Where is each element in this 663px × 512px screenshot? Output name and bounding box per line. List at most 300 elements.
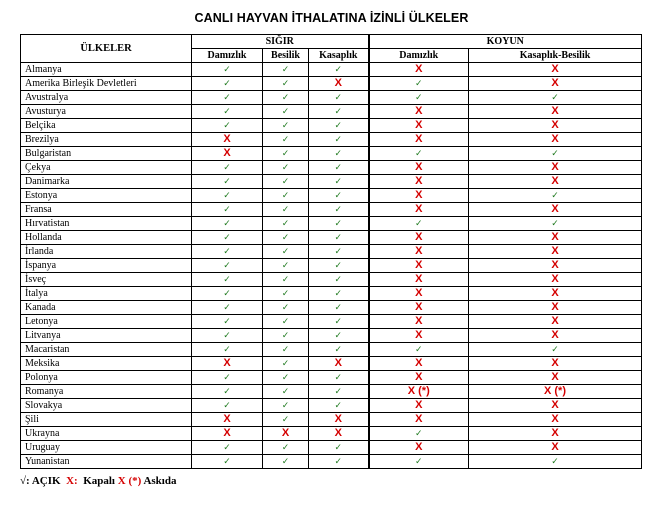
cell-sigir-besilik <box>263 301 309 315</box>
closed-mark: X <box>415 245 423 257</box>
country-name: Bulgaristan <box>21 147 192 161</box>
cell-koyun-damizlik <box>369 413 469 427</box>
table-row <box>21 413 642 427</box>
cell-koyun-damizlik <box>369 371 469 385</box>
cell-sigir-besilik <box>263 427 309 441</box>
check-icon: ✓ <box>551 148 559 159</box>
closed-mark: X <box>223 413 231 425</box>
country-name: Macaristan <box>21 343 192 357</box>
check-icon: ✓ <box>281 148 290 159</box>
cell-sigir-damizlik <box>192 427 263 441</box>
header-koyun-damizlik: Damızlık <box>369 49 469 63</box>
check-icon: ✓ <box>281 260 290 271</box>
cell-koyun-damizlik <box>369 287 469 301</box>
cell-koyun-kasaplik-besilik <box>469 413 642 427</box>
check-icon: ✓ <box>281 400 290 411</box>
cell-koyun-damizlik <box>369 385 469 399</box>
check-icon: ✓ <box>334 134 343 145</box>
closed-mark: X <box>223 147 231 159</box>
country-name: Almanya <box>21 63 192 77</box>
country-name: Letonya <box>21 315 192 329</box>
cell-koyun-damizlik <box>369 133 469 147</box>
cell-koyun-kasaplik-besilik <box>469 273 642 287</box>
check-icon: ✓ <box>334 400 343 411</box>
check-icon: ✓ <box>223 232 231 243</box>
country-name: Meksika <box>21 357 192 371</box>
header-countries: ÜLKELER <box>21 35 192 63</box>
check-icon: ✓ <box>223 442 231 453</box>
cell-sigir-damizlik <box>192 231 263 245</box>
cell-koyun-kasaplik-besilik <box>469 161 642 175</box>
check-icon: ✓ <box>551 456 559 467</box>
closed-mark: X <box>415 259 423 271</box>
closed-mark: X <box>551 161 559 173</box>
check-icon: ✓ <box>281 134 290 145</box>
check-icon: ✓ <box>223 316 231 327</box>
check-icon: ✓ <box>414 428 423 439</box>
cell-sigir-damizlik <box>192 455 263 469</box>
cell-koyun-kasaplik-besilik <box>469 203 642 217</box>
cell-sigir-besilik <box>263 413 309 427</box>
cell-sigir-damizlik <box>192 259 263 273</box>
check-icon: ✓ <box>281 316 290 327</box>
closed-mark: X <box>415 357 423 369</box>
closed-mark: X <box>415 287 423 299</box>
closed-mark: X <box>334 427 342 439</box>
table-row <box>21 427 642 441</box>
cell-sigir-besilik <box>263 343 309 357</box>
table-row <box>21 399 642 413</box>
check-icon: ✓ <box>223 190 231 201</box>
legend-suspended-symbol: X (*) <box>117 475 142 487</box>
table-row <box>21 287 642 301</box>
check-icon: ✓ <box>334 260 343 271</box>
check-icon: ✓ <box>334 176 343 187</box>
cell-sigir-besilik <box>263 63 309 77</box>
cell-sigir-kasaplik <box>309 399 369 413</box>
header-sigir: SIĞIR <box>192 35 369 49</box>
cell-koyun-damizlik <box>369 161 469 175</box>
legend-suspended-label: Askıda <box>143 475 177 487</box>
closed-mark: X <box>551 259 559 271</box>
cell-sigir-besilik <box>263 77 309 91</box>
check-icon: ✓ <box>223 260 231 271</box>
cell-koyun-kasaplik-besilik <box>469 231 642 245</box>
check-icon: ✓ <box>334 106 343 117</box>
cell-sigir-kasaplik <box>309 427 369 441</box>
cell-koyun-damizlik <box>369 91 469 105</box>
cell-sigir-damizlik <box>192 343 263 357</box>
cell-koyun-kasaplik-besilik <box>469 427 642 441</box>
cell-sigir-besilik <box>263 217 309 231</box>
closed-mark: X <box>415 161 423 173</box>
cell-koyun-kasaplik-besilik <box>469 441 642 455</box>
cell-sigir-damizlik <box>192 77 263 91</box>
cell-sigir-besilik <box>263 231 309 245</box>
cell-sigir-damizlik <box>192 371 263 385</box>
cell-koyun-kasaplik-besilik <box>469 63 642 77</box>
check-icon: ✓ <box>223 218 231 229</box>
cell-sigir-kasaplik <box>309 301 369 315</box>
country-name: Avusturya <box>21 105 192 119</box>
closed-mark: X <box>551 329 559 341</box>
check-icon: ✓ <box>334 162 343 173</box>
cell-koyun-kasaplik-besilik <box>469 343 642 357</box>
cell-sigir-kasaplik <box>309 273 369 287</box>
cell-sigir-damizlik <box>192 413 263 427</box>
cell-koyun-damizlik <box>369 259 469 273</box>
cell-koyun-damizlik <box>369 441 469 455</box>
cell-koyun-kasaplik-besilik <box>469 105 642 119</box>
cell-koyun-kasaplik-besilik <box>469 133 642 147</box>
cell-koyun-damizlik <box>369 175 469 189</box>
legend-open-symbol: √: <box>20 475 30 487</box>
cell-sigir-kasaplik <box>309 329 369 343</box>
cell-sigir-damizlik <box>192 315 263 329</box>
closed-mark: X <box>551 399 559 411</box>
check-icon: ✓ <box>334 274 343 285</box>
closed-mark: X <box>415 231 423 243</box>
table-row <box>21 343 642 357</box>
check-icon: ✓ <box>334 246 343 257</box>
check-icon: ✓ <box>281 64 290 75</box>
cell-sigir-damizlik <box>192 217 263 231</box>
cell-koyun-kasaplik-besilik <box>469 329 642 343</box>
closed-mark: X <box>223 133 231 145</box>
cell-sigir-kasaplik <box>309 343 369 357</box>
country-name: Hollanda <box>21 231 192 245</box>
closed-mark: X <box>415 105 423 117</box>
check-icon: ✓ <box>334 218 343 229</box>
permitted-countries-table <box>20 34 642 469</box>
check-icon: ✓ <box>281 246 290 257</box>
check-icon: ✓ <box>223 302 231 313</box>
cell-sigir-damizlik <box>192 147 263 161</box>
cell-koyun-kasaplik-besilik <box>469 77 642 91</box>
cell-koyun-kasaplik-besilik <box>469 287 642 301</box>
table-row <box>21 315 642 329</box>
country-name: İsveç <box>21 273 192 287</box>
page-title: CANLI HAYVAN İTHALATINA İZİNLİ ÜLKELER <box>194 11 469 25</box>
closed-mark: X <box>551 119 559 131</box>
closed-mark: X <box>551 203 559 215</box>
check-icon: ✓ <box>281 274 290 285</box>
table-row <box>21 63 642 77</box>
cell-sigir-besilik <box>263 203 309 217</box>
cell-sigir-damizlik <box>192 133 263 147</box>
check-icon: ✓ <box>223 106 231 117</box>
closed-mark: X <box>551 175 559 187</box>
check-icon: ✓ <box>281 176 290 187</box>
country-name: Slovakya <box>21 399 192 413</box>
check-icon: ✓ <box>223 400 231 411</box>
closed-mark: X <box>551 427 559 439</box>
cell-sigir-kasaplik <box>309 259 369 273</box>
cell-sigir-damizlik <box>192 119 263 133</box>
cell-sigir-damizlik <box>192 161 263 175</box>
cell-sigir-kasaplik <box>309 245 369 259</box>
check-icon: ✓ <box>334 120 343 131</box>
cell-koyun-damizlik <box>369 329 469 343</box>
cell-sigir-damizlik <box>192 301 263 315</box>
cell-sigir-kasaplik <box>309 357 369 371</box>
closed-mark: X <box>551 413 559 425</box>
cell-sigir-besilik <box>263 371 309 385</box>
cell-sigir-besilik <box>263 455 309 469</box>
cell-sigir-besilik <box>263 357 309 371</box>
cell-sigir-damizlik <box>192 189 263 203</box>
cell-koyun-kasaplik-besilik <box>469 399 642 413</box>
header-sigir-kasaplik: Kasaplık <box>309 49 369 63</box>
closed-mark: X <box>551 77 559 89</box>
country-name: Litvanya <box>21 329 192 343</box>
country-name: Kanada <box>21 301 192 315</box>
table-row <box>21 217 642 231</box>
cell-sigir-damizlik <box>192 287 263 301</box>
closed-mark: X <box>223 357 231 369</box>
check-icon: ✓ <box>223 246 231 257</box>
cell-koyun-damizlik <box>369 357 469 371</box>
check-icon: ✓ <box>281 344 290 355</box>
check-icon: ✓ <box>334 190 343 201</box>
cell-sigir-besilik <box>263 259 309 273</box>
closed-mark: X <box>551 301 559 313</box>
cell-koyun-damizlik <box>369 189 469 203</box>
cell-sigir-kasaplik <box>309 455 369 469</box>
cell-sigir-damizlik <box>192 91 263 105</box>
legend-closed-symbol: X: <box>66 475 78 487</box>
table-row <box>21 455 642 469</box>
table-row <box>21 301 642 315</box>
check-icon: ✓ <box>551 92 559 103</box>
check-icon: ✓ <box>281 358 290 369</box>
cell-sigir-damizlik <box>192 357 263 371</box>
check-icon: ✓ <box>551 218 559 229</box>
cell-sigir-kasaplik <box>309 119 369 133</box>
country-name: Romanya <box>21 385 192 399</box>
table-row <box>21 133 642 147</box>
legend-closed-label: Kapalı <box>83 475 115 487</box>
country-name: Amerika Birleşik Devletleri <box>21 77 192 91</box>
closed-mark: X <box>415 189 423 201</box>
closed-mark: X <box>551 63 559 75</box>
cell-sigir-kasaplik <box>309 147 369 161</box>
closed-mark: X <box>415 371 423 383</box>
check-icon: ✓ <box>334 232 343 243</box>
check-icon: ✓ <box>281 386 290 397</box>
country-name: Avustralya <box>21 91 192 105</box>
cell-sigir-kasaplik <box>309 385 369 399</box>
closed-mark: X <box>415 441 423 453</box>
closed-mark: X <box>551 357 559 369</box>
check-icon: ✓ <box>414 218 423 229</box>
check-icon: ✓ <box>414 92 423 103</box>
cell-koyun-kasaplik-besilik <box>469 119 642 133</box>
cell-sigir-kasaplik <box>309 91 369 105</box>
cell-koyun-damizlik <box>369 63 469 77</box>
closed-mark: X <box>551 315 559 327</box>
closed-mark: X <box>334 357 342 369</box>
check-icon: ✓ <box>281 372 290 383</box>
cell-sigir-damizlik <box>192 175 263 189</box>
cell-sigir-besilik <box>263 119 309 133</box>
check-icon: ✓ <box>281 414 290 425</box>
cell-sigir-damizlik <box>192 63 263 77</box>
table-row <box>21 189 642 203</box>
cell-sigir-kasaplik <box>309 231 369 245</box>
check-icon: ✓ <box>281 232 290 243</box>
cell-koyun-damizlik <box>369 301 469 315</box>
check-icon: ✓ <box>223 64 231 75</box>
check-icon: ✓ <box>281 92 290 103</box>
check-icon: ✓ <box>223 78 231 89</box>
cell-sigir-kasaplik <box>309 413 369 427</box>
country-name: Yunanistan <box>21 455 192 469</box>
closed-mark: X <box>551 287 559 299</box>
closed-mark: X <box>415 119 423 131</box>
cell-koyun-kasaplik-besilik <box>469 147 642 161</box>
country-name: Şili <box>21 413 192 427</box>
cell-sigir-besilik <box>263 441 309 455</box>
country-name: Uruguay <box>21 441 192 455</box>
closed-mark: X <box>415 413 423 425</box>
check-icon: ✓ <box>223 92 231 103</box>
table-row <box>21 175 642 189</box>
check-icon: ✓ <box>281 442 290 453</box>
check-icon: ✓ <box>281 106 290 117</box>
closed-mark: X <box>551 371 559 383</box>
cell-sigir-kasaplik <box>309 133 369 147</box>
country-name: Danimarka <box>21 175 192 189</box>
header-koyun-kasaplik-besilik: Kasaplık-Besilik <box>469 49 642 63</box>
closed-mark: X <box>415 315 423 327</box>
cell-koyun-kasaplik-besilik <box>469 259 642 273</box>
cell-koyun-damizlik <box>369 427 469 441</box>
check-icon: ✓ <box>223 344 231 355</box>
check-icon: ✓ <box>334 92 343 103</box>
cell-koyun-kasaplik-besilik <box>469 455 642 469</box>
cell-sigir-kasaplik <box>309 217 369 231</box>
closed-mark: X <box>415 273 423 285</box>
header-sigir-besilik: Besilik <box>263 49 309 63</box>
cell-koyun-damizlik <box>369 105 469 119</box>
cell-koyun-damizlik <box>369 455 469 469</box>
header-sigir-damizlik: Damızlık <box>192 49 263 63</box>
cell-sigir-kasaplik <box>309 105 369 119</box>
table-row <box>21 371 642 385</box>
table-row <box>21 273 642 287</box>
check-icon: ✓ <box>281 218 290 229</box>
cell-sigir-besilik <box>263 329 309 343</box>
check-icon: ✓ <box>281 456 290 467</box>
country-name: Brezilya <box>21 133 192 147</box>
table-row <box>21 231 642 245</box>
closed-mark: X <box>281 427 290 439</box>
cell-koyun-kasaplik-besilik <box>469 357 642 371</box>
table-row <box>21 385 642 399</box>
check-icon: ✓ <box>334 316 343 327</box>
check-icon: ✓ <box>334 330 343 341</box>
cell-sigir-kasaplik <box>309 175 369 189</box>
suspended-mark: X (*) <box>407 385 430 397</box>
cell-sigir-damizlik <box>192 441 263 455</box>
cell-sigir-damizlik <box>192 399 263 413</box>
cell-sigir-besilik <box>263 245 309 259</box>
table-row <box>21 357 642 371</box>
country-name: Hırvatistan <box>21 217 192 231</box>
cell-sigir-damizlik <box>192 329 263 343</box>
closed-mark: X <box>551 273 559 285</box>
legend-open-label: AÇIK <box>31 475 61 487</box>
cell-koyun-damizlik <box>369 77 469 91</box>
cell-koyun-damizlik <box>369 119 469 133</box>
closed-mark: X <box>415 399 423 411</box>
closed-mark: X <box>415 329 423 341</box>
table-row <box>21 77 642 91</box>
check-icon: ✓ <box>281 162 290 173</box>
cell-sigir-besilik <box>263 147 309 161</box>
table-row <box>21 161 642 175</box>
closed-mark: X <box>334 413 342 425</box>
check-icon: ✓ <box>281 204 290 215</box>
cell-sigir-besilik <box>263 189 309 203</box>
check-icon: ✓ <box>334 302 343 313</box>
check-icon: ✓ <box>281 78 290 89</box>
cell-sigir-damizlik <box>192 105 263 119</box>
check-icon: ✓ <box>414 456 423 467</box>
check-icon: ✓ <box>223 386 231 397</box>
country-name: Ukrayna <box>21 427 192 441</box>
cell-koyun-damizlik <box>369 147 469 161</box>
cell-sigir-kasaplik <box>309 63 369 77</box>
check-icon: ✓ <box>281 288 290 299</box>
table-row <box>21 259 642 273</box>
table-row <box>21 147 642 161</box>
closed-mark: X <box>551 441 559 453</box>
check-icon: ✓ <box>281 120 290 131</box>
cell-koyun-kasaplik-besilik <box>469 175 642 189</box>
closed-mark: X <box>551 245 559 257</box>
cell-sigir-besilik <box>263 273 309 287</box>
check-icon: ✓ <box>414 78 423 89</box>
check-icon: ✓ <box>414 148 423 159</box>
cell-koyun-damizlik <box>369 399 469 413</box>
check-icon: ✓ <box>223 288 231 299</box>
table-row <box>21 203 642 217</box>
check-icon: ✓ <box>281 330 290 341</box>
check-icon: ✓ <box>334 456 343 467</box>
cell-sigir-kasaplik <box>309 189 369 203</box>
cell-koyun-kasaplik-besilik <box>469 371 642 385</box>
check-icon: ✓ <box>334 386 343 397</box>
cell-sigir-kasaplik <box>309 161 369 175</box>
cell-koyun-kasaplik-besilik <box>469 189 642 203</box>
check-icon: ✓ <box>223 162 231 173</box>
check-icon: ✓ <box>223 274 231 285</box>
cell-koyun-kasaplik-besilik <box>469 217 642 231</box>
cell-sigir-besilik <box>263 91 309 105</box>
country-name: İtalya <box>21 287 192 301</box>
cell-sigir-besilik <box>263 161 309 175</box>
check-icon: ✓ <box>334 148 343 159</box>
closed-mark: X <box>415 133 423 145</box>
closed-mark: X <box>415 175 423 187</box>
cell-sigir-besilik <box>263 175 309 189</box>
check-icon: ✓ <box>223 330 231 341</box>
cell-koyun-kasaplik-besilik <box>469 245 642 259</box>
table-row <box>21 441 642 455</box>
cell-sigir-damizlik <box>192 273 263 287</box>
